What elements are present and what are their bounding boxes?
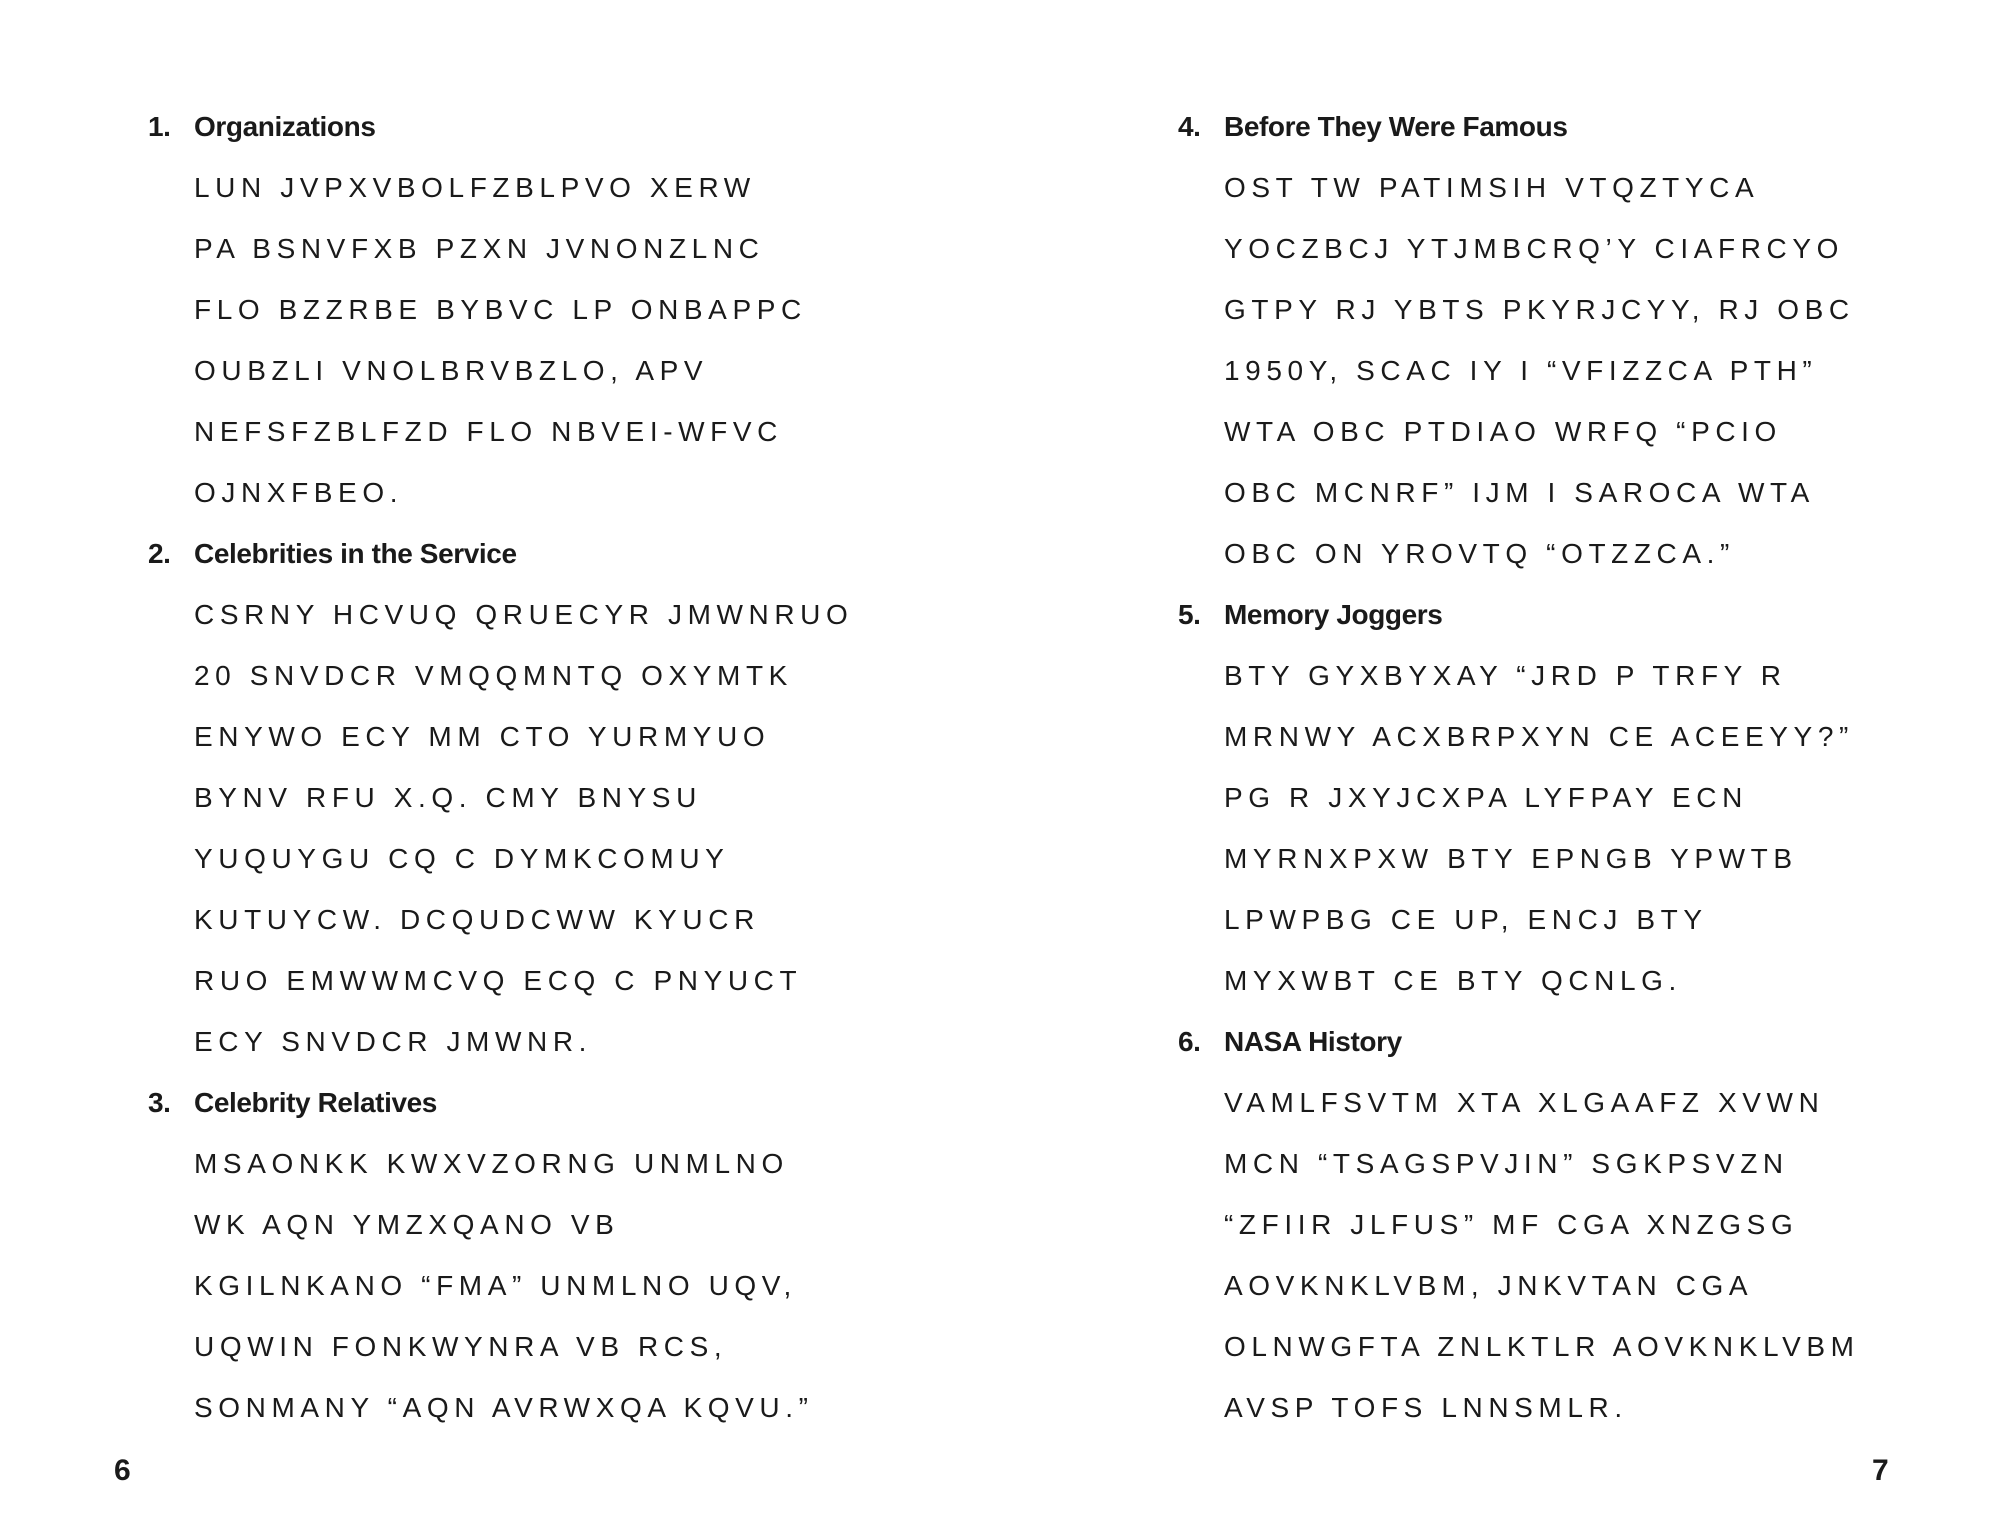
cipher-line: GTPY RJ YBTS PKYRJCYY, RJ OBC — [1224, 294, 1855, 325]
puzzle-number: 1. — [148, 111, 171, 142]
puzzle-title: Celebrity Relatives — [194, 1087, 437, 1118]
cipher-line: YOCZBCJ YTJMBCRQ’Y CIAFRCYO — [1224, 233, 1844, 264]
cipher-line: KUTUYCW. DCQUDCWW KYUCR — [194, 904, 760, 935]
puzzle-number: 5. — [1178, 599, 1201, 630]
cipher-line: MCN “TSAGSPVJIN” SGKPSVZN — [1224, 1148, 1789, 1179]
cipher-line: 20 SNVDCR VMQQMNTQ OXYMTK — [194, 660, 793, 691]
cipher-line: OJNXFBEO. — [194, 477, 404, 508]
cipher-line: 1950Y, SCAC IY I “VFIZZCA PTH” — [1224, 355, 1818, 386]
cipher-line: OBC ON YROVTQ “OTZZCA.” — [1224, 538, 1735, 569]
cipher-line: OBC MCNRF” IJM I SAROCA WTA — [1224, 477, 1815, 508]
left-page-column — [148, 104, 1008, 1446]
cipher-line: VAMLFSVTM XTA XLGAAFZ XVWN — [1224, 1087, 1825, 1118]
puzzle-heading — [1178, 104, 1978, 165]
cipher-line: MRNWY ACXBRPXYN CE ACEEYY?” — [1224, 721, 1854, 752]
puzzle-title: Celebrities in the Service — [194, 538, 517, 569]
cipher-line: PA BSNVFXB PZXN JVNONZLNC — [194, 233, 765, 264]
cipher-line: WTA OBC PTDIAO WRFQ “PCIO — [1224, 416, 1782, 447]
cipher-line: BYNV RFU X.Q. CMY BNYSU — [194, 782, 702, 813]
cipher-line: LPWPBG CE UP, ENCJ BTY — [1224, 904, 1708, 935]
puzzle-5 — [1178, 592, 1978, 1019]
cipher-line: “ZFIIR JLFUS” MF CGA XNZGSG — [1224, 1209, 1799, 1240]
cipher-line: AVSP TOFS LNNSMLR. — [1224, 1392, 1628, 1423]
cipher-line: KGILNKANO “FMA” UNMLNO UQV, — [194, 1270, 797, 1301]
puzzle-1 — [148, 104, 1008, 531]
cipher-line: CSRNY HCVUQ QRUECYR JMWNRUO — [194, 599, 854, 630]
puzzle-heading — [1178, 1019, 1978, 1080]
cipher-line: WK AQN YMZXQANO VB — [194, 1209, 620, 1240]
cipher-line: OUBZLI VNOLBRVBZLO, APV — [194, 355, 709, 386]
puzzle-number: 4. — [1178, 111, 1201, 142]
cipher-line: LUN JVPXVBOLFZBLPVO XERW — [194, 172, 756, 203]
puzzle-heading — [148, 104, 1008, 165]
page-number-left: 6 — [114, 1454, 131, 1487]
cipher-line: FLO BZZRBE BYBVC LP ONBAPPC — [194, 294, 807, 325]
cipher-line: MYRNXPXW BTY EPNGB YPWTB — [1224, 843, 1798, 874]
cipher-line: BTY GYXBYXAY “JRD P TRFY R — [1224, 660, 1787, 691]
puzzle-title: Memory Joggers — [1224, 599, 1443, 630]
cipher-line: MSAONKK KWXVZORNG UNMLNO — [194, 1148, 789, 1179]
puzzle-title: Organizations — [194, 111, 376, 142]
puzzle-heading — [1178, 592, 1978, 653]
cipher-line: UQWIN FONKWYNRA VB RCS, — [194, 1331, 728, 1362]
cipher-line: OLNWGFTA ZNLKTLR AOVKNKLVBM — [1224, 1331, 1860, 1362]
cipher-line: YUQUYGU CQ C DYMKCOMUY — [194, 843, 730, 874]
cipher-line: ENYWO ECY MM CTO YURMYUO — [194, 721, 771, 752]
puzzle-heading — [148, 1080, 1008, 1141]
puzzle-title: NASA History — [1224, 1026, 1402, 1057]
puzzle-number: 2. — [148, 538, 171, 569]
cipher-line: PG R JXYJCXPA LYFPAY ECN — [1224, 782, 1748, 813]
right-page-column — [1178, 104, 1978, 1446]
puzzle-4 — [1178, 104, 1978, 592]
cipher-line: RUO EMWWMCVQ ECQ C PNYUCT — [194, 965, 803, 996]
cipher-line: SONMANY “AQN AVRWXQA KQVU.” — [194, 1392, 814, 1423]
puzzle-3 — [148, 1080, 1008, 1446]
cipher-line: ECY SNVDCR JMWNR. — [194, 1026, 593, 1057]
cipher-line: AOVKNKLVBM, JNKVTAN CGA — [1224, 1270, 1754, 1301]
cipher-line: NEFSFZBLFZD FLO NBVEI-WFVC — [194, 416, 783, 447]
puzzle-heading — [148, 531, 1008, 592]
puzzle-2 — [148, 531, 1008, 1080]
cipher-line: MYXWBT CE BTY QCNLG. — [1224, 965, 1682, 996]
puzzle-title: Before They Were Famous — [1224, 111, 1568, 142]
puzzle-number: 3. — [148, 1087, 171, 1118]
puzzle-6 — [1178, 1019, 1978, 1446]
page-number-right: 7 — [1872, 1454, 1889, 1487]
puzzle-number: 6. — [1178, 1026, 1201, 1057]
cipher-line: OST TW PATIMSIH VTQZTYCA — [1224, 172, 1760, 203]
